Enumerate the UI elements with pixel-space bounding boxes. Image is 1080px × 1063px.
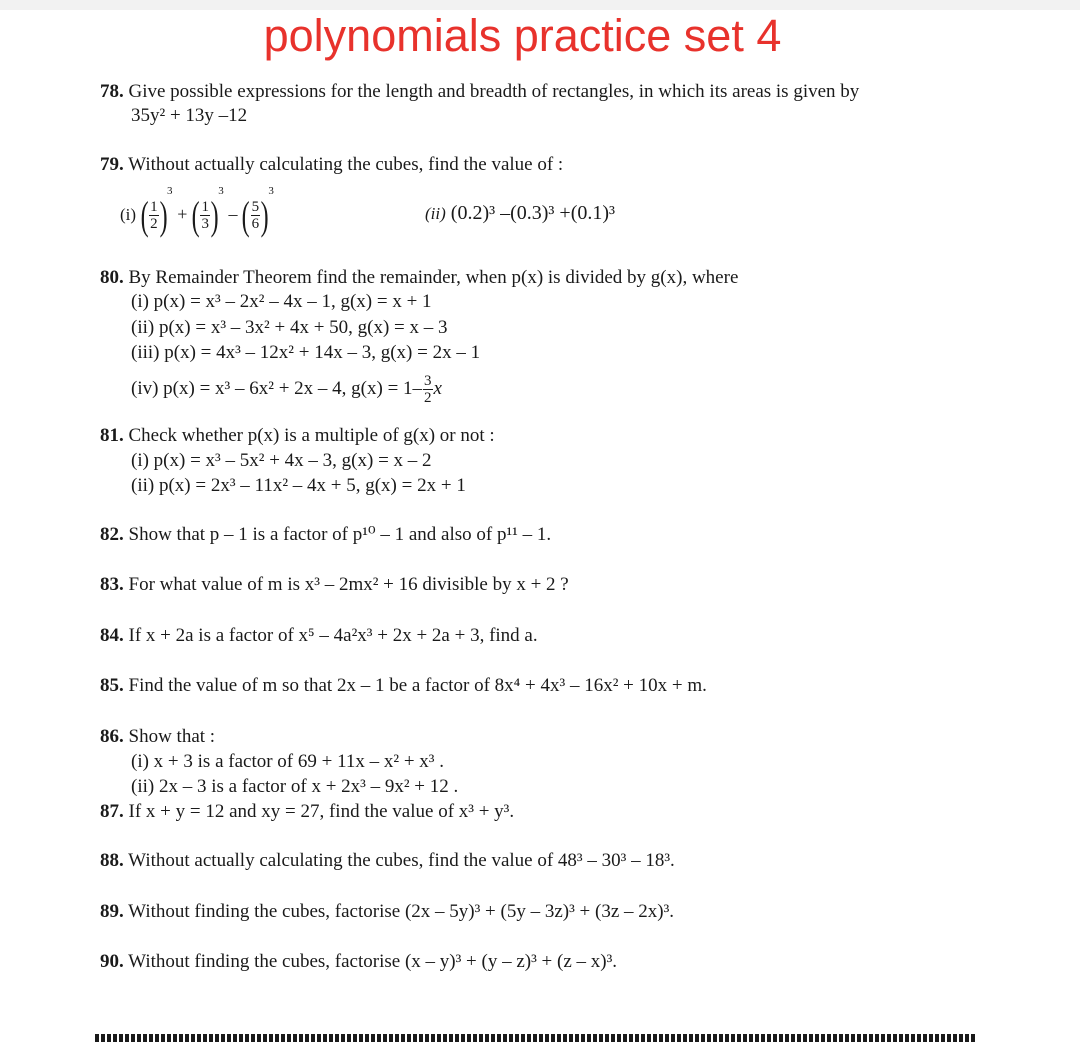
question-88 bbox=[100, 849, 675, 872]
page-title: polynomials practice set 4 bbox=[263, 10, 782, 61]
question-79-part-ii bbox=[425, 202, 615, 225]
question-number: 79. bbox=[100, 154, 124, 175]
question-81-part-ii: (ii) p(x) = 2x³ – 11x² – 4x + 5, g(x) = 2x + 1 bbox=[131, 475, 466, 496]
question-text: By Remainder Theorem find the remainder, when p(x) is divided by g(x), where bbox=[128, 267, 739, 288]
question-80-part-i: (i) p(x) = x³ – 2x² – 4x – 1, g(x) = x + 1 bbox=[131, 291, 432, 312]
question-80-part-iv: (iv) p(x) = x³ – 6x² + 2x – 4, g(x) = 1– $\frac{3}{2}$ x bbox=[131, 373, 442, 406]
question-86-part-ii: (ii) 2x – 3 is a factor of x + 2x³ – 9x² + 12 . bbox=[131, 776, 459, 797]
question-text: For what value of m is x³ – 2mx² + 16 divisible by x + 2 ? bbox=[128, 574, 569, 595]
question-number: 82. bbox=[100, 524, 124, 545]
question-number: 87. bbox=[100, 801, 124, 822]
question-80-part-ii: (ii) p(x) = x³ – 3x² + 4x + 50, g(x) = x – 3 bbox=[131, 317, 448, 338]
question-85 bbox=[100, 674, 707, 697]
part-label: (ii) bbox=[425, 204, 446, 223]
part-expression: (0.2)³ –(0.3)³ +(0.1)³ bbox=[450, 202, 616, 224]
question-number: 90. bbox=[100, 951, 124, 972]
question-81 bbox=[100, 424, 495, 447]
fraction-one-third: $\frac{1}{3}$ bbox=[201, 199, 209, 233]
part-label: (i) bbox=[120, 205, 137, 224]
dotted-divider bbox=[95, 1034, 977, 1042]
question-82 bbox=[100, 523, 551, 546]
question-78-expression: 35y² + 13y –12 bbox=[131, 105, 248, 126]
question-84 bbox=[100, 624, 538, 647]
question-text: Give possible expressions for the length and breadth of rectangles, in which its areas is given by bbox=[128, 81, 860, 102]
question-number: 85. bbox=[100, 675, 124, 696]
question-text: Without actually calculating the cubes, find the value of : bbox=[128, 154, 564, 175]
question-number: 89. bbox=[100, 901, 124, 922]
question-number: 86. bbox=[100, 726, 124, 747]
question-89 bbox=[100, 900, 674, 923]
question-text: Check whether p(x) is a multiple of g(x) or not : bbox=[128, 425, 495, 446]
question-text: Show that p – 1 is a factor of p¹⁰ – 1 and also of p¹¹ – 1. bbox=[128, 524, 552, 545]
question-text: Without finding the cubes, factorise (2x – 5y)³ + (5y – 3z)³ + (3z – 2x)³. bbox=[128, 901, 675, 922]
question-86 bbox=[100, 725, 215, 748]
fraction-one-half: $\frac{1}{2}$ bbox=[150, 199, 158, 233]
question-87 bbox=[100, 800, 514, 823]
question-text: Without actually calculating the cubes, find the value of 48³ – 30³ – 18³. bbox=[128, 850, 675, 871]
question-79 bbox=[100, 153, 563, 176]
fraction-five-sixths: $\frac{5}{6}$ bbox=[251, 199, 260, 233]
question-text: Show that : bbox=[128, 726, 216, 747]
question-80 bbox=[100, 266, 738, 289]
part-expression: (iv) p(x) = x³ – 6x² + 2x – 4, g(x) = 1– bbox=[131, 377, 423, 399]
top-bar bbox=[0, 0, 1080, 10]
question-text: If x + 2a is a factor of x⁵ – 4a²x³ + 2x + 2a + 3, find a. bbox=[128, 625, 538, 646]
question-number: 88. bbox=[100, 850, 124, 871]
question-90 bbox=[100, 950, 617, 973]
question-text: If x + y = 12 and xy = 27, find the value of x³ + y³. bbox=[128, 801, 515, 822]
question-83 bbox=[100, 573, 569, 596]
question-number: 81. bbox=[100, 425, 124, 446]
question-78 bbox=[100, 80, 859, 103]
question-text: Without finding the cubes, factorise (x – y)³ + (y – z)³ + (z – x)³. bbox=[128, 951, 618, 972]
question-86-part-i: (i) x + 3 is a factor of 69 + 11x – x² + x³ . bbox=[131, 751, 444, 772]
fraction-three-halves: $\frac{3}{2}$ bbox=[424, 373, 432, 406]
question-79-part-i: (i) ( $\frac{1}{2}$ )$^3$ + ( $\frac{1}{3}$ )$^3$ – ( $\frac{5}{6}$ )$^3$ bbox=[120, 185, 274, 238]
question-number: 83. bbox=[100, 574, 124, 595]
question-81-part-i: (i) p(x) = x³ – 5x² + 4x – 3, g(x) = x – 2 bbox=[131, 450, 432, 471]
question-number: 84. bbox=[100, 625, 124, 646]
question-number: 78. bbox=[100, 81, 124, 102]
question-number: 80. bbox=[100, 267, 124, 288]
question-text: Find the value of m so that 2x – 1 be a factor of 8x⁴ + 4x³ – 16x² + 10x + m. bbox=[128, 675, 707, 696]
question-80-part-iii: (iii) p(x) = 4x³ – 12x² + 14x – 3, g(x) = 2x – 1 bbox=[131, 342, 481, 363]
